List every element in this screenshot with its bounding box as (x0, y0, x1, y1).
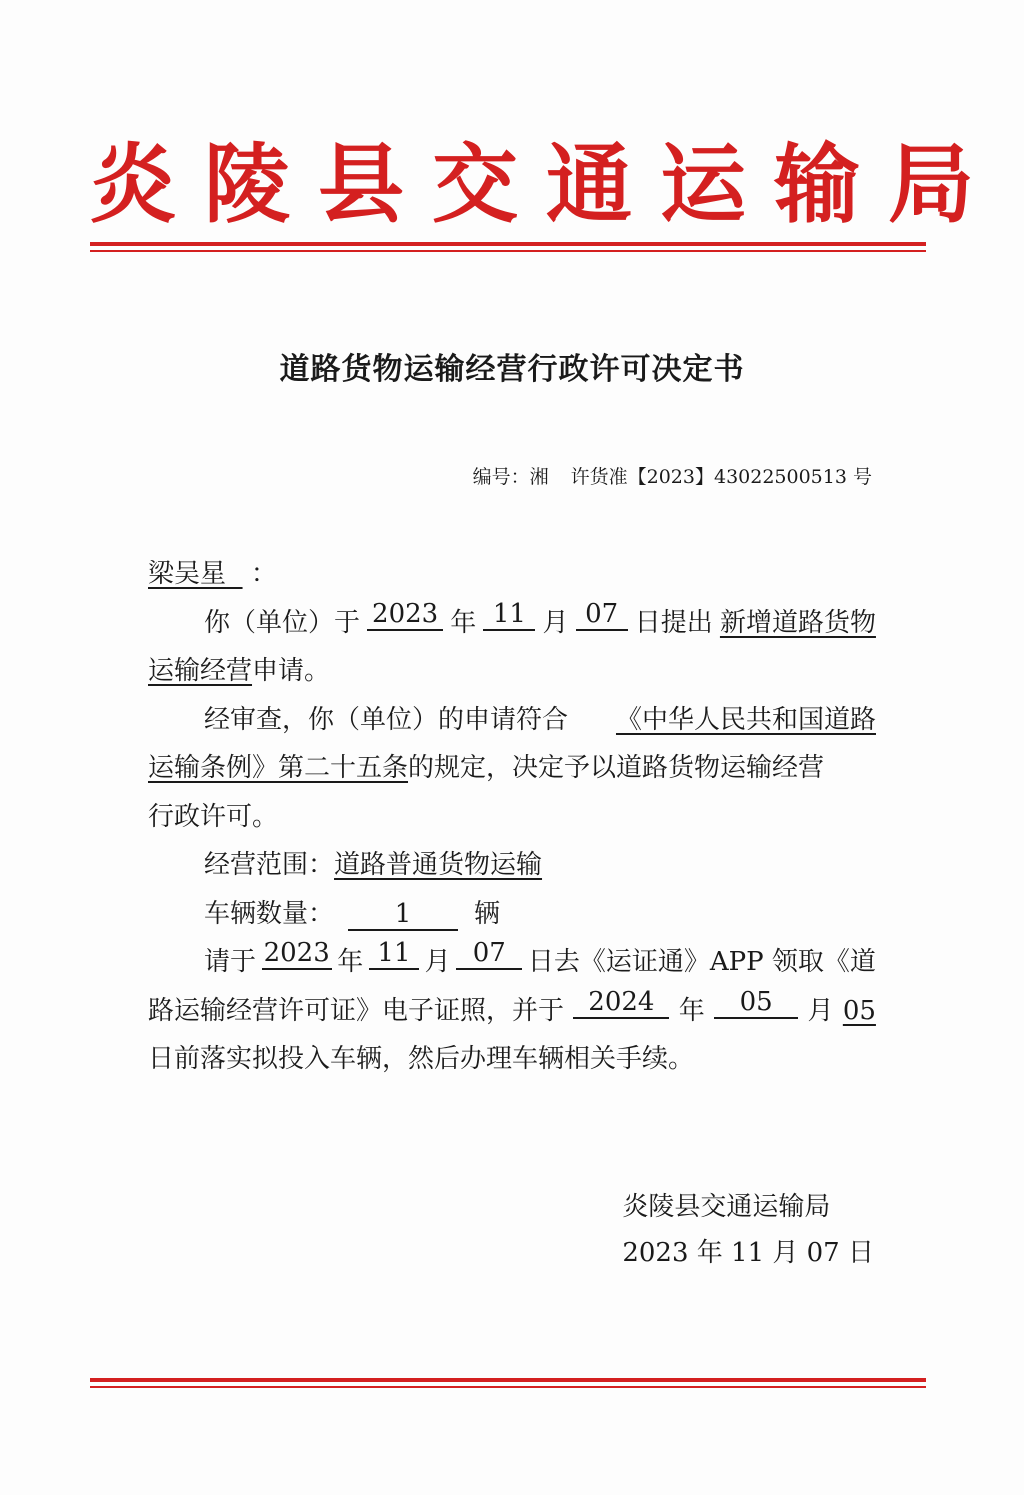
p3-year2-unit: 年 (678, 995, 705, 1026)
p3-year-unit: 年 (337, 947, 364, 977)
p3-day: 07 (456, 938, 522, 970)
vehicles-label: 车辆数量： (204, 898, 335, 929)
vehicles-line (148, 890, 876, 939)
document-title: 道路货物运输经营行政许可决定书 (279, 352, 745, 387)
p3-line1-suffix: 日去《运证通》APP 领取《道 (527, 947, 876, 977)
paragraph-2-line-1 (148, 696, 876, 745)
signature-date: 2023 年 11 月 07 日 (622, 1238, 874, 1268)
p3-month2: 05 (714, 987, 798, 1019)
signature-block (622, 1184, 874, 1276)
recipient-suffix: ： (250, 559, 277, 589)
p1-item-part2: 运输经营 (148, 656, 253, 686)
document-number-value: 许货准【2023】43022500513 号 (570, 466, 872, 488)
recipient-line (148, 550, 876, 599)
p3-year2: 2024 (573, 987, 669, 1019)
paragraph-3-line-1 (148, 938, 876, 987)
document-body (148, 550, 876, 1084)
p1-day: 07 (576, 599, 628, 631)
p2-line3: 行政许可。 (148, 801, 279, 832)
p3-prefix: 请于 (204, 947, 257, 977)
p1-prefix: 你（单位）于 (204, 607, 361, 638)
p1-month: 11 (483, 599, 535, 631)
paragraph-3-line-3 (148, 1035, 876, 1084)
p3-year: 2023 (263, 938, 330, 968)
recipient-name: 梁吴星 (148, 559, 227, 589)
document-number-label: 编号：湘 (472, 466, 549, 488)
p3-month2-unit: 月 (807, 995, 834, 1026)
header-rule-thick (90, 242, 926, 246)
scope-line (148, 841, 876, 890)
signature-agency: 炎陵县交通运输局 (622, 1192, 831, 1222)
p2-law-part2: 运输条例》第二十五条 (148, 753, 409, 783)
scope-value: 道路普通货物运输 (334, 850, 543, 880)
vehicles-unit: 辆 (474, 898, 501, 929)
paragraph-2-line-3 (148, 793, 876, 842)
vehicles-value: 1 (348, 899, 458, 931)
paragraph-2-line-2 (148, 744, 876, 793)
scope-label: 经营范围： (204, 850, 335, 880)
p3-line3: 日前落实拟投入车辆，然后办理车辆相关手续。 (148, 1044, 695, 1074)
paragraph-1-line-2 (148, 647, 876, 696)
p2-line2-suffix: 的规定，决定予以道路货物运输经营 (408, 753, 825, 783)
p3-day2: 05 (842, 995, 876, 1026)
footer-rule-thin (90, 1386, 926, 1388)
footer-rule-thick (90, 1378, 926, 1382)
p3-month-unit: 月 (424, 947, 451, 977)
paragraph-1-line-1 (148, 599, 876, 648)
paragraph-3-line-2 (148, 987, 876, 1036)
p2-law-part1: 《中华人民共和国道路 (615, 704, 876, 735)
p1-suffix: 申请。 (252, 656, 331, 686)
p2-prefix: 经审查，你（单位）的申请符合 (204, 704, 569, 735)
p1-month-unit: 月 (542, 607, 569, 638)
header-rule-thin (90, 250, 926, 252)
agency-header: 炎陵县交通运输局 (90, 134, 1002, 235)
p3-line2-prefix: 路运输经营许可证》电子证照，并于 (148, 995, 565, 1026)
p1-year-unit: 年 (450, 607, 477, 638)
document-number (473, 462, 872, 492)
p3-month: 11 (369, 938, 419, 970)
p1-day-unit: 日提出 (634, 607, 713, 638)
p1-item-part1: 新增道路货物 (719, 607, 876, 638)
p1-year: 2023 (367, 599, 443, 631)
